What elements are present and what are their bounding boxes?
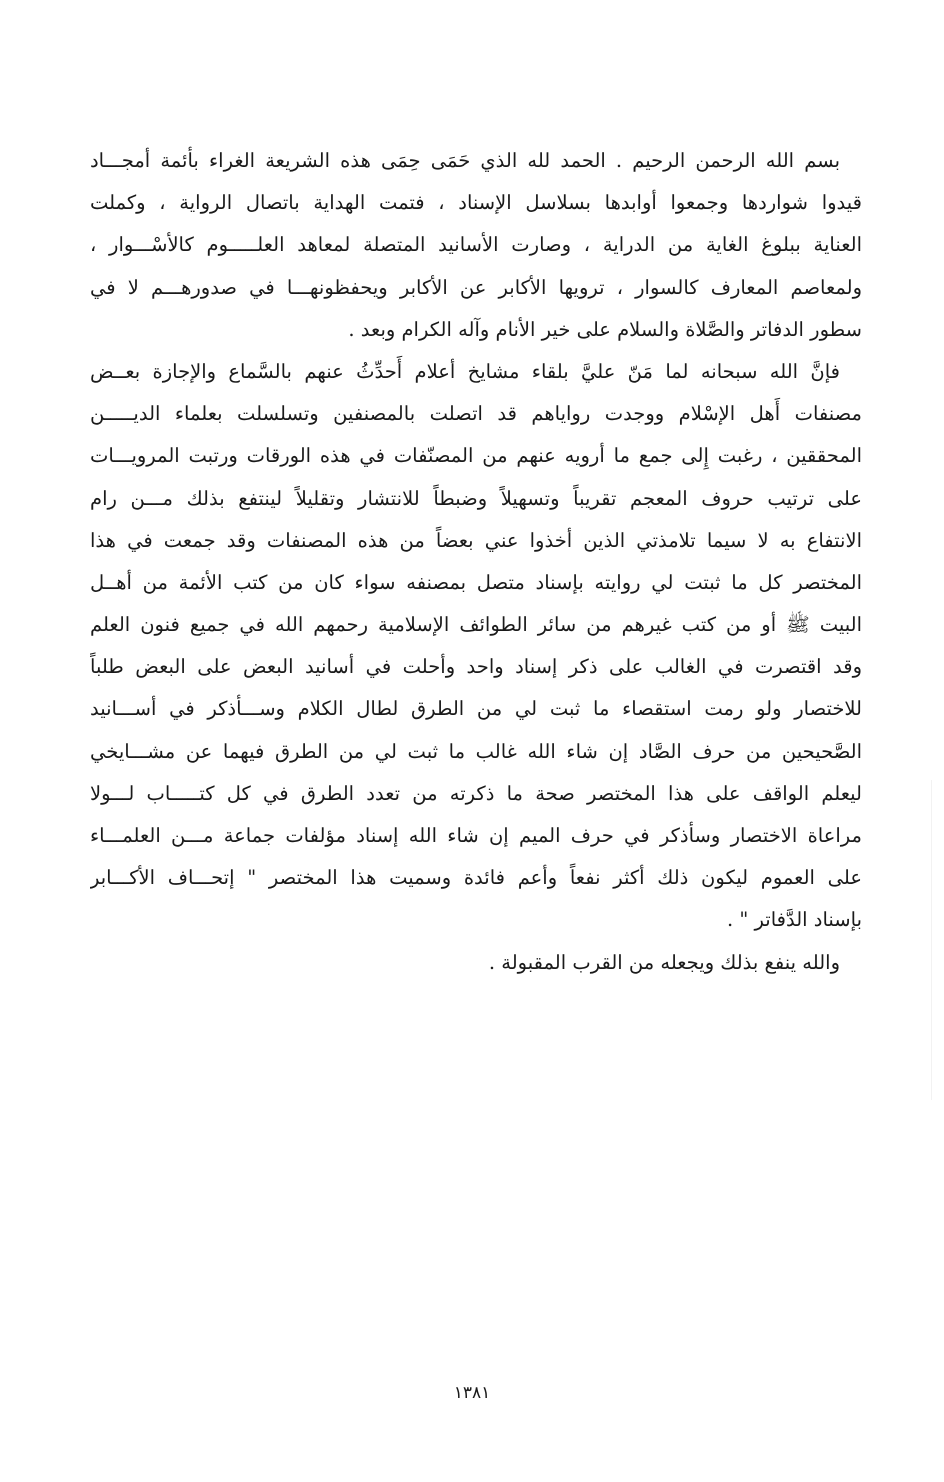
text-line: ليعلم الواقف على هذا المختصر صحة ما ذكرته من تعدد الطرق في كل كتـــــاب لـــولا (90, 781, 862, 805)
body-text (90, 140, 862, 984)
text-line: بسم الله الرحمن الرحيم . الحمد لله الذي حَمَى حِمَى هذه الشريعة الغراء بأئمة أمجـــاد (90, 149, 840, 172)
text-line: فإنَّ الله سبحانه لما مَنّ عليَّ بلقاء مشايخ أعلام أَحدِّثُ عنهم بالسَّماع والإجازة بعــض (90, 359, 840, 383)
text-line: وقد اقتصرت في الغالب على ذكر إسناد واحد وأحلت في أسانيد البعض على البعض طلباً (90, 655, 862, 679)
text-line: على العموم ليكون ذلك أكثر نفعاً وأعم فائدة وسميت هذا المختصر " إتحـــاف الأكـــابر (90, 866, 862, 890)
text-line: الصَّحيحين من حرف الصَّاد إن شاء الله غالب ما ثبت لي من الطرق فيهما عن مشـــايخي (90, 739, 862, 763)
text-line: العناية ببلوغ الغاية من الدراية ، وصارت الأسانيد المتصلة لمعاهد العلـــــوم كالأسْـــوار ، (90, 233, 862, 257)
text-line: والله ينفع بذلك ويجعله من القرب المقبولة . (488, 950, 840, 974)
text-line: مراعاة الاختصار وسأذكر في حرف الميم إن شاء الله إسناد مؤلفات جماعة مـــن العلمـــاء (90, 824, 862, 847)
text-line: المحققين ، رغبت إِلى جمع ما أرويه عنهم من المصنّفات في هذه الورقات ورتبت المرويـــات (90, 444, 862, 468)
text-line: المختصر كل ما ثبتت لي روايته بإسناد متصل بمصنفه سواء كان من كتب الأئمة من أهــل (90, 570, 862, 594)
text-line: ولمعاصم المعارف كالسوار ، ترويها الأكابر عن الأكابر ويحفظونهـــا في صدورهـــم لا في (90, 275, 862, 299)
text-line: البيت ﷺ أو من كتب غيرهم من سائر الطوائف الإسلامية رحمهم الله في جميع فنون العلم (90, 613, 862, 637)
page-number: ١٣٨١ (453, 1383, 491, 1403)
text-line: للاختصار ولو رمت استقصاء ما ثبت لي من الطرق لطال الكلام وســـأذكر في أســـانيد (90, 697, 862, 721)
page-edge-divider (931, 780, 932, 1100)
text-line: سطور الدفاتر والصَّلاة والسلام على خير الأنام وآله الكرام وبعد . (348, 317, 862, 341)
text-line: بإسناد الدَّفاتر " . (726, 908, 862, 932)
text-line: الانتفاع به لا سيما تلامذتي الذين أخذوا عني بعضاً من هذه المصنفات وقد جمعت في هذا (90, 528, 862, 552)
text-line: قيدوا شواردها وجمعوا أوابدها بسلاسل الإسناد ، فتمت الهداية باتصال الرواية ، وكملت (90, 191, 862, 215)
text-line: على ترتيب حروف المعجم تقريباً وتسهيلاً وضبطاً للانتشار وتقليلاً لينتفع بذلك مـــن رام (90, 486, 862, 510)
text-line: مصنفات أَهل الإسْلام ووجدت رواياهم قد اتصلت بالمصنفين وتسلسلت بعلماء الديـــــن (90, 402, 862, 426)
